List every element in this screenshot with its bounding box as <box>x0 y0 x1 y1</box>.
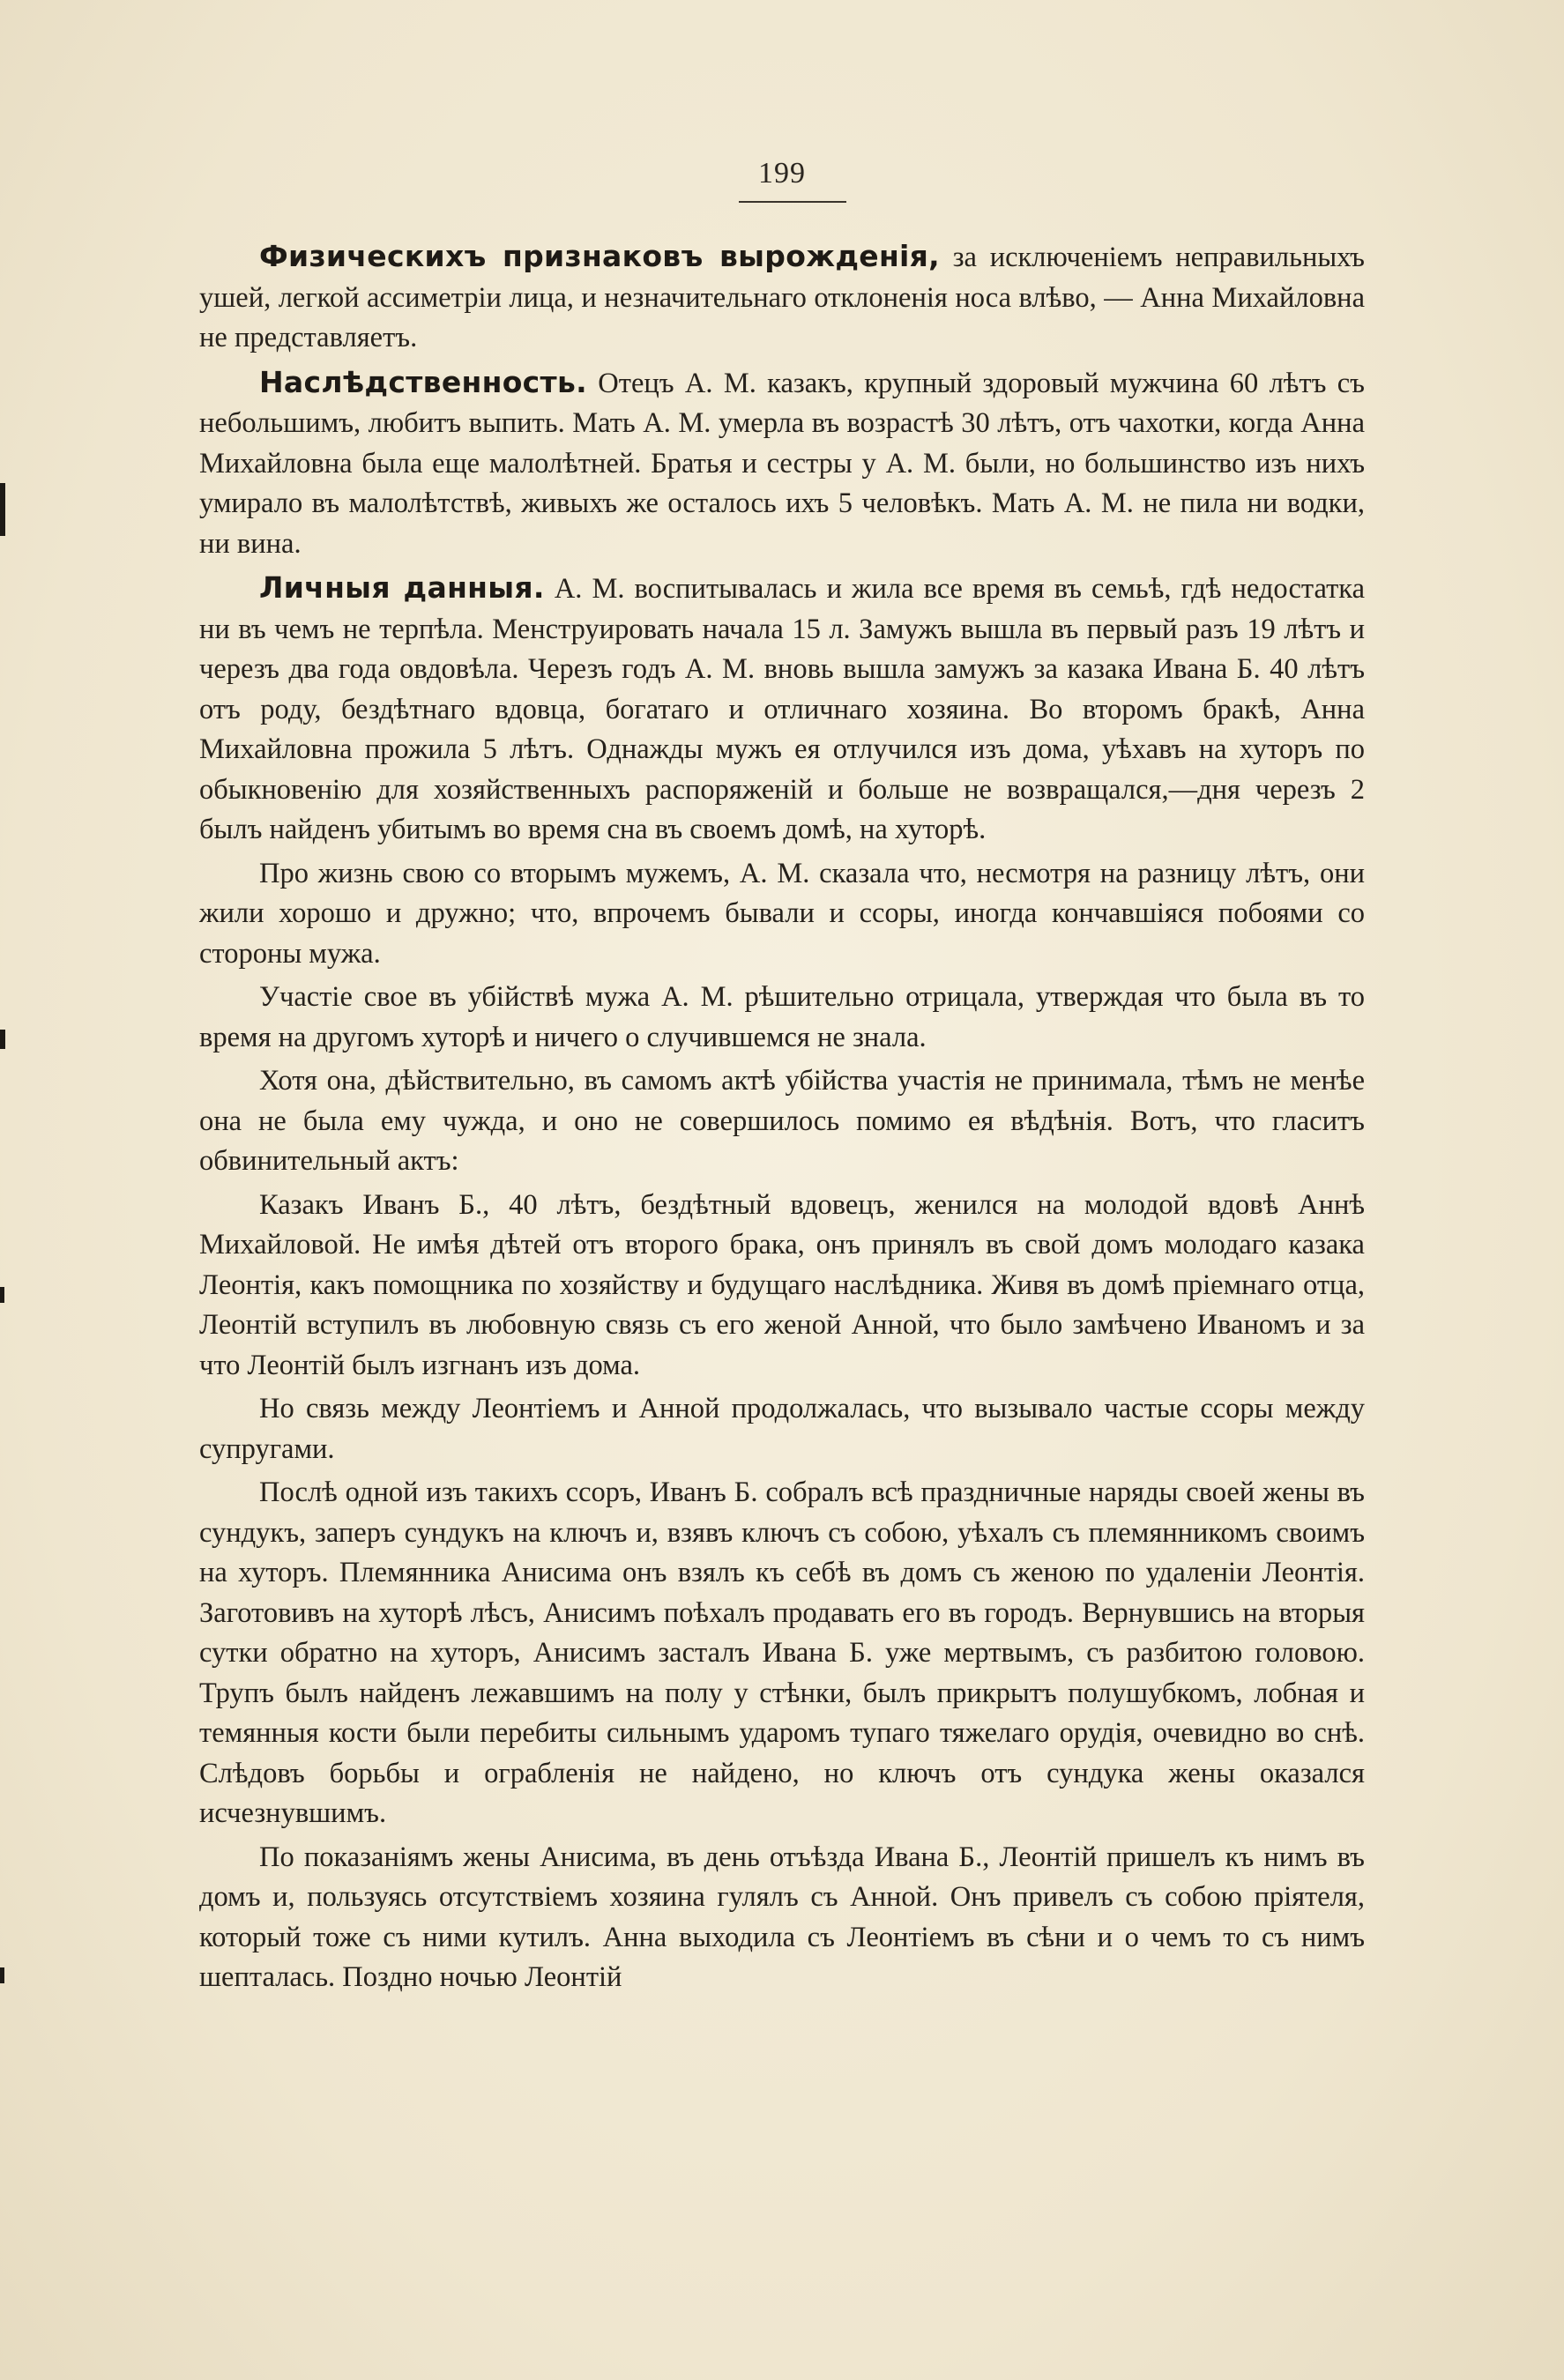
heading-physical-signs: Физическихъ признаковъ вырожденія, <box>259 239 940 273</box>
paragraph-murder-discovery: Послѣ одной изъ такихъ ссоръ, Иванъ Б. собралъ всѣ праздничные наряды своей жены въ сундукъ, заперъ сундукъ на ключъ и, взявъ ключъ съ собою, уѣхалъ съ племянникомъ своимъ на хуторъ. Племянника Анисима онъ взялъ къ себѣ въ домъ съ женою по удаленіи Леонтія. Заготовивъ на хуторѣ лѣсъ, Анисимъ поѣхалъ продавать его въ городъ. Вернувшись на вторыя сутки обратно на хуторъ, Анисимъ засталъ Ивана Б. уже мертвымъ, съ разбитою головою. Трупъ былъ найденъ лежавшимъ на полу у стѣнки, былъ прикрытъ полушубкомъ, лобная и темянныя кости были перебиты сильнымъ ударомъ тупаго тяжелаго орудія, очевидно во снѣ. Слѣдовъ борьбы и ограбленія не найдено, но ключъ отъ сундука жены оказался исчезнувшимъ. <box>199 1476 1365 1829</box>
paragraph-text: Отецъ А. М. казакъ, крупный здоровый мужчина 60 лѣтъ съ небольшимъ, любитъ выпить. Мать А. М. умерла въ возрастѣ 30 лѣтъ, отъ чахотки, когда Анна Михайловна была еще малолѣтней. Братья и сестры у А. М. были, но большинство изъ нихъ умирало въ малолѣтствѣ, живыхъ же осталось ихъ 5 человѣкъ. Мать А. М. не пила ни водки, ни вина. <box>199 367 1365 560</box>
body-text <box>199 236 1365 1998</box>
paragraph-life-with-husband: Про жизнь свою со вторымъ мужемъ, А. М. сказала что, несмотря на разницу лѣтъ, они жили хорошо и дружно; что, впрочемъ бывали и ссоры, иногда кончавшіяся побоями со стороны мужа. <box>199 857 1365 970</box>
page-number-rule <box>739 201 846 203</box>
heading-heredity: Наслѣдственность. <box>259 364 587 399</box>
binding-mark-middle <box>0 1030 5 1049</box>
paragraph-denial: Участіе свое въ убійствѣ мужа А. М. рѣшительно отрицала, утверждая что была въ то время на другомъ хуторѣ и ничего о случившемся не знала. <box>199 981 1365 1053</box>
paragraph-indictment-intro: Хотя она, дѣйствительно, въ самомъ актѣ убійства участія не принимала, тѣмъ не менѣе она не была ему чужда, и оно не совершилось помимо ея вѣдѣнія. Вотъ, что гласитъ обвинительный актъ: <box>199 1065 1365 1177</box>
binding-mark-bottom <box>0 1967 4 1983</box>
paragraph-personal-data <box>199 568 1365 851</box>
paragraph-heredity <box>199 362 1365 565</box>
paragraph-indictment-marriage: Казакъ Иванъ Б., 40 лѣтъ, бездѣтный вдовецъ, женился на молодой вдовѣ Аннѣ Михайловой. Не имѣя дѣтей отъ второго брака, онъ принялъ въ свой домъ молодаго казака Леонтія, какъ помощника по хозяйству и будущаго наслѣдника. Живя въ домѣ пріемнаго отца, Леонтій вступилъ въ любовную связь съ его женой Анной, что было замѣчено Иваномъ и за что Леонтій былъ изгнанъ изъ дома. <box>199 1188 1365 1381</box>
heading-personal-data: Личныя данныя. <box>259 570 545 605</box>
page-number: 199 <box>758 157 806 190</box>
paragraph-text: за исключеніемъ неправильныхъ ушей, легкой ассиметріи лица, и незначительнаго отклоненія носа влѣво, — Анна Михайловна не представляетъ. <box>199 242 1365 353</box>
paragraph-testimony: По показаніямъ жены Анисима, въ день отъѣзда Ивана Б., Леонтій пришелъ къ нимъ въ домъ и, пользуясь отсутствіемъ хозяина гулялъ съ Анной. Онъ привелъ съ собою пріятеля, который тоже съ ними кутилъ. Анна выходила съ Леонтіемъ въ сѣни и о чемъ то съ нимъ шепталась. Поздно ночью Леонтій <box>199 1841 1365 1993</box>
paragraph-text: А. М. воспитывалась и жила все время въ семьѣ, гдѣ недостатка ни въ чемъ не терпѣла. Менструировать начала 15 л. Замужъ вышла въ первый разъ 19 лѣтъ и черезъ два года овдовѣла. Черезъ годъ А. М. вновь вышла замужъ за казака Ивана Б. 40 лѣтъ отъ роду, бездѣтнаго вдовца, богатаго и отличнаго хозяина. Во второмъ бракѣ, Анна Михайловна прожила 5 лѣтъ. Однажды мужъ ея отлучился изъ дома, уѣхавъ на хуторъ по обыкновенію для хозяйственныхъ распоряженій и больше не возвращался,—дня черезъ 2 былъ найденъ убитымъ во время сна въ своемъ домѣ, на хуторѣ. <box>199 573 1365 845</box>
paragraph-physical-signs <box>199 236 1365 359</box>
binding-mark-top <box>0 483 5 536</box>
binding-mark-lower <box>0 1287 4 1303</box>
paragraph-continued-relations: Но связь между Леонтіемъ и Анной продолжалась, что вызывало частые ссоры между супругами. <box>199 1393 1365 1465</box>
